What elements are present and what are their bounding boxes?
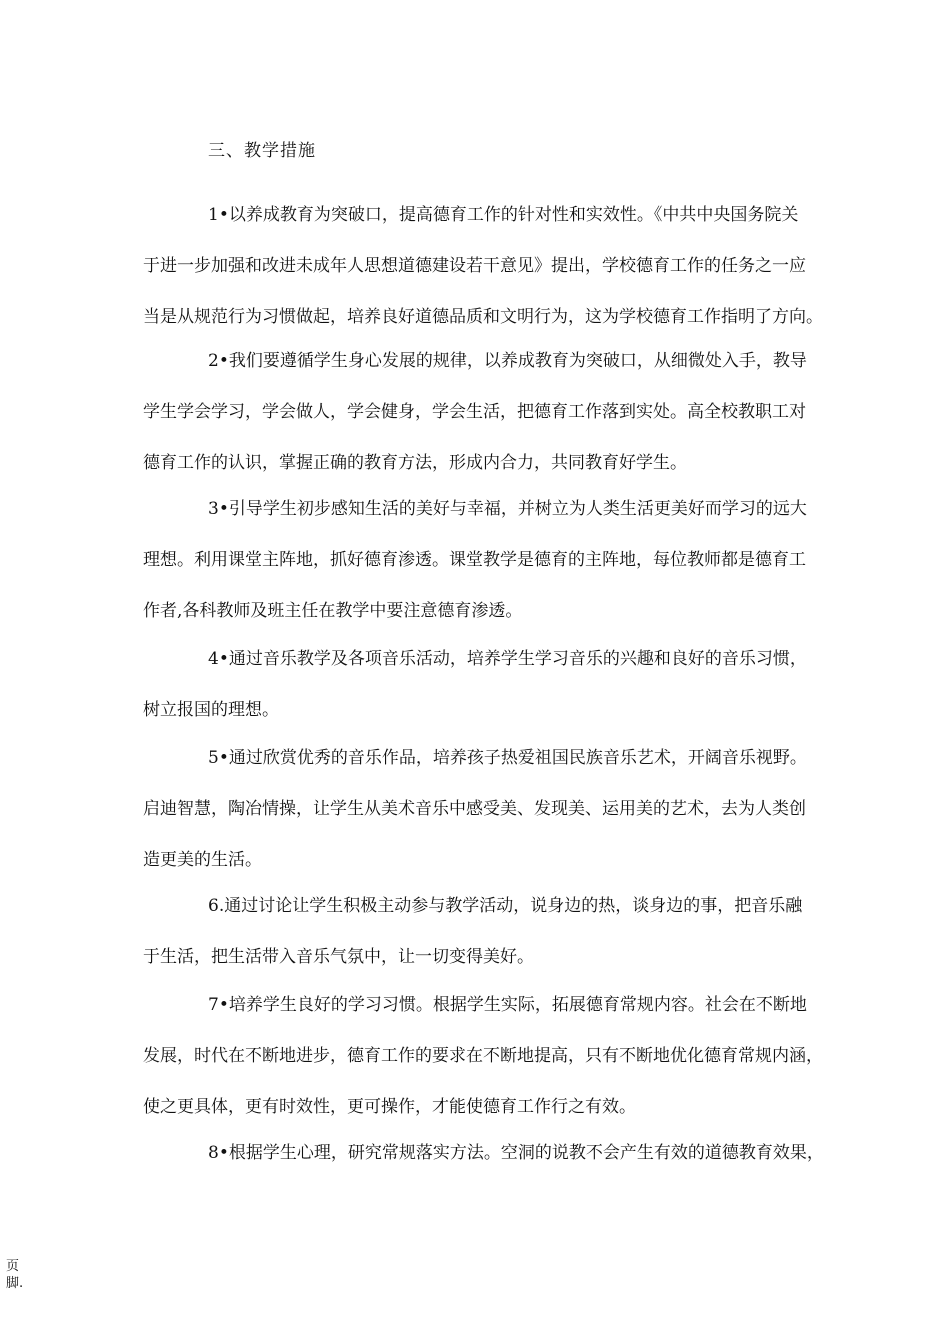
paragraph-5 (143, 733, 833, 886)
paragraph-line: 造更美的生活。 (143, 850, 262, 870)
paragraph-line: 1•以养成教育为突破口，提高德育工作的针对性和实效性。《中共中央国务院关 (208, 205, 799, 225)
paragraph-line: 7•培养学生良好的学习习惯。根据学生实际，拓展德育常规内容。社会在不断地 (208, 995, 807, 1015)
paragraph-6 (143, 881, 833, 983)
paragraph-8 (143, 1128, 833, 1179)
paragraph-line: 于生活，把生活带入音乐气氛中，让一切变得美好。 (143, 947, 534, 967)
paragraph-line: 于进一步加强和改进未成年人思想道德建设若干意见》提出，学校德育工作的任务之一应 (143, 256, 806, 276)
paragraph-2 (143, 336, 833, 489)
paragraph-line: 6.通过讨论让学生积极主动参与教学活动，说身边的热，谈身边的事，把音乐融 (208, 896, 803, 916)
paragraph-line: 8•根据学生心理，研究常规落实方法。空洞的说教不会产生有效的道德教育效果， (208, 1143, 824, 1163)
paragraph-line: 2•我们要遵循学生身心发展的规律，以养成教育为突破口，从细微处入手，教导 (208, 351, 807, 371)
paragraph-1 (143, 190, 833, 343)
paragraph-line: 树立报国的理想。 (143, 700, 279, 720)
paragraph-line: 4•通过音乐教学及各项音乐活动，培养学生学习音乐的兴趣和良好的音乐习惯， (208, 649, 807, 669)
section-heading: 三、教学措施 (208, 141, 316, 161)
paragraph-line: 德育工作的认识，掌握正确的教育方法，形成内合力，共同教育好学生。 (143, 453, 687, 473)
paragraph-line: 发展，时代在不断地进步，德育工作的要求在不断地提高，只有不断地优化德育常规内涵， (143, 1046, 823, 1066)
paragraph-line: 使之更具体，更有时效性，更可操作，才能使德育工作行之有效。 (143, 1097, 636, 1117)
page-footer: 页脚. (6, 1259, 24, 1291)
paragraph-line: 当是从规范行为习惯做起，培养良好道德品质和文明行为，这为学校德育工作指明了方向。 (143, 307, 823, 327)
paragraph-line: 5•通过欣赏优秀的音乐作品，培养孩子热爱祖国民族音乐艺术，开阔音乐视野。 (208, 748, 807, 768)
paragraph-7 (143, 980, 833, 1133)
paragraph-line: 3•引导学生初步感知生活的美好与幸福，并树立为人类生活更美好而学习的远大 (208, 499, 807, 519)
paragraph-4 (143, 634, 833, 736)
paragraph-line: 启迪智慧，陶冶情操，让学生从美术音乐中感受美、发现美、运用美的艺术，去为人类创 (143, 799, 806, 819)
paragraph-3 (143, 484, 833, 637)
paragraph-line: 学生学会学习，学会做人，学会健身，学会生活，把德育工作落到实处。高全校教职工对 (143, 402, 806, 422)
paragraph-line: 理想。利用课堂主阵地，抓好德育渗透。课堂教学是德育的主阵地，每位教师都是德育工 (143, 550, 806, 570)
paragraph-line: 作者,各科教师及班主任在教学中要注意德育渗透。 (143, 601, 523, 621)
